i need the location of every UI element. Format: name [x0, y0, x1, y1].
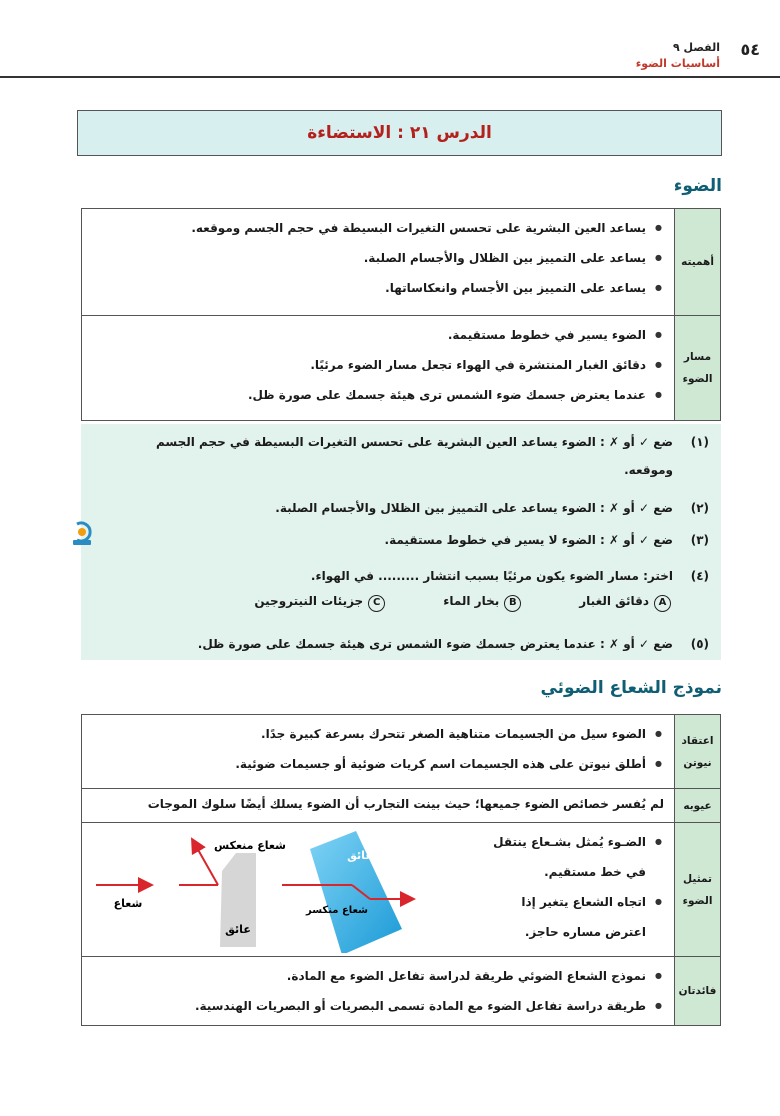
question-number: (٥) [690, 637, 709, 651]
chapter-label: الفصل ٩ [672, 41, 720, 54]
row-label: فائدتان [674, 957, 720, 1025]
row-content [82, 209, 674, 315]
chapter-title: أساسيات الضوء [635, 57, 720, 70]
quiz-question [311, 562, 709, 590]
list-item: ● دقائق الغبار المنتشرة في الهواء تجعل مسار الضوء مرئيًا. [88, 350, 662, 380]
row-label: عيوبه [674, 789, 720, 822]
reflected-ray-label: شعاع منعكس [214, 839, 286, 852]
table-row [82, 789, 720, 823]
question-number: (٢) [690, 501, 709, 515]
question-text: ضع ✓ أو ✗ : عندما يعترض جسمك ضوء الشمس ترى هيئة جسمك على صورة ظل. [197, 637, 673, 651]
list-item: ● أطلق نيوتن على هذه الجسيمات اسم كريات ضوئية أو جسيمات ضوئية. [88, 749, 662, 779]
table-row [82, 316, 720, 420]
section-heading-ray-model: نموذج الشعاع الضوئي [540, 678, 722, 698]
chapter-info [636, 40, 720, 72]
question-text: ضع ✓ أو ✗ : الضوء يساعد العين البشرية على تحسس التغيرات البسيطة في حجم الجسم [155, 435, 673, 449]
list-item: ● يساعد على التمييز بين الأجسام وانعكاساتها. [88, 273, 662, 303]
row-content [82, 957, 674, 1025]
row-content: لم يُفسر خصائص الضوء جميعها؛ حيث بينت التجارب أن الضوء يسلك أيضًا سلوك الموجات [147, 797, 664, 811]
question-text: ضع ✓ أو ✗ : الضوء يساعد على التمييز بين الظلال والأجسام الصلبة. [275, 501, 673, 515]
right-barrier-label: عائق [347, 849, 373, 862]
row-label: اعتقاد نيوتن [674, 715, 720, 788]
row-content [82, 316, 674, 420]
quiz-question [156, 428, 709, 456]
question-number: (٣) [690, 533, 709, 547]
list-item: ● يساعد العين البشرية على تحسس التغيرات البسيطة في حجم الجسم وموقعه. [88, 213, 662, 243]
section-heading-light: الضوء [673, 176, 722, 196]
lesson-title: الدرس ٢١ : الاستضاءة [77, 110, 722, 156]
list-item: ● نموذج الشعاع الضوئي طريقة لدراسة تفاعل الضوء مع المادة. [88, 961, 662, 991]
list-item: ● الضـوء يُمثل بشـعاع ينتقل في خط مستقيم. [490, 827, 662, 887]
list-item: ● يساعد على التمييز بين الظلال والأجسام الصلبة. [88, 243, 662, 273]
list-item: ● اتجاه الشعاع يتغير إذا اعترض مساره حاجز. [490, 887, 662, 947]
table-row [82, 209, 720, 316]
light-ray-diagram [82, 823, 484, 953]
quiz-icon [69, 518, 95, 546]
row-content [82, 715, 674, 788]
row-label: مسار الضوء [674, 316, 720, 420]
table-row [82, 957, 720, 1025]
list-item: ● الضوء يسير في خطوط مستقيمة. [88, 320, 662, 350]
list-item: ● الضوء سيل من الجسيمات متناهية الصغر تتحرك بسرعة كبيرة جدًا. [88, 719, 662, 749]
option-c: Cجزيئات النيتروجين [254, 594, 385, 612]
table-row [82, 823, 720, 957]
question-continuation: وموقعه. [624, 463, 673, 477]
page-header [0, 36, 780, 80]
list-item: ● عندما يعترض جسمك ضوء الشمس ترى هيئة جسمك على صورة ظل. [88, 380, 662, 410]
question-number: (٤) [690, 569, 709, 583]
question-number: (١) [690, 435, 709, 449]
quiz-question [275, 494, 709, 522]
refracted-ray-label: شعاع منكسر [305, 905, 369, 916]
quiz-question [198, 630, 709, 658]
row-label: تمثيل الضوء [674, 823, 720, 956]
option-b: Bبخار الماء [443, 594, 521, 612]
light-table [81, 208, 721, 421]
quiz-box [81, 424, 721, 660]
row-label: أهميته [674, 209, 720, 315]
ray-model-table [81, 714, 721, 1026]
page-number: ٥٤ [740, 40, 760, 59]
question-text: اختر: مسار الضوء يكون مرئيًا بسبب انتشار ......... في الهواء. [310, 569, 673, 583]
list-item: ● طريقة دراسة تفاعل الضوء مع المادة تسمى البصريات أو البصريات الهندسية. [88, 991, 662, 1021]
ray-diagram-svg [84, 823, 484, 953]
answer-options [254, 594, 671, 612]
left-barrier-label: عائق [225, 923, 251, 936]
row-content [484, 823, 674, 956]
quiz-question [385, 526, 709, 554]
table-row [82, 715, 720, 789]
ray-label: شعاع [113, 897, 143, 910]
option-a: Aدقائق الغبار [579, 594, 671, 612]
header-divider [0, 76, 780, 78]
question-text: ضع ✓ أو ✗ : الضوء لا يسير في خطوط مستقيمة. [384, 533, 673, 547]
